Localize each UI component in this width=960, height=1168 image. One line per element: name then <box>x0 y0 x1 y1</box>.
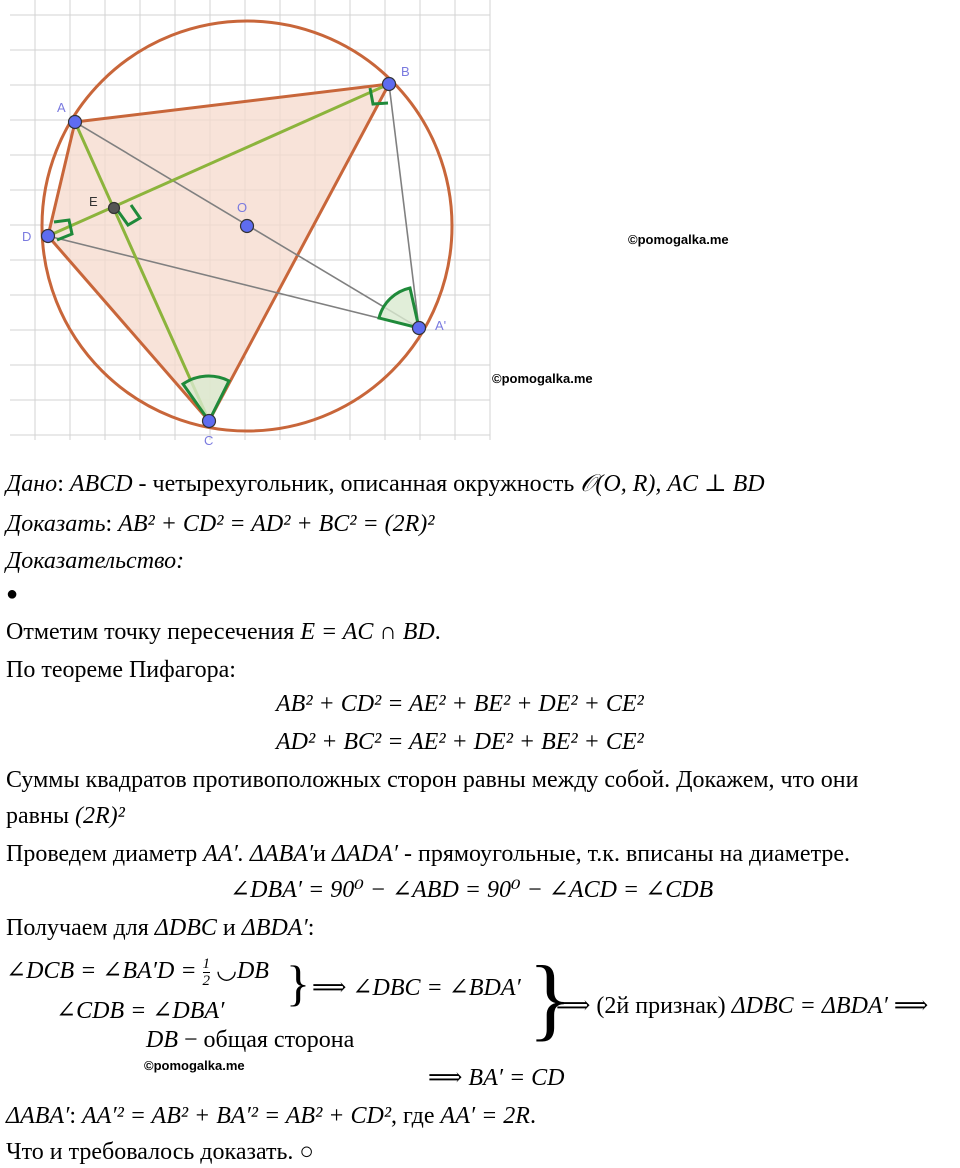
text-line: Суммы квадратов противоположных сторон равны между собой. Докажем, что они <box>6 767 859 793</box>
geometry-figure <box>0 0 500 462</box>
quadrilateral-fill <box>48 84 389 421</box>
text-line: Отметим точку пересечения E = AC ∩ BD. <box>6 619 441 645</box>
text-line: равны (2R)² <box>6 803 125 829</box>
point-b <box>383 78 396 91</box>
label-o: O <box>237 200 248 215</box>
label-b: B <box>401 64 410 79</box>
point-a <box>69 116 82 129</box>
label-e: E <box>89 194 98 209</box>
text-line: Получаем для ΔDBC и ΔBDA′: <box>6 915 315 941</box>
formula: AD² + BC² = AE² + DE² + BE² + CE² <box>276 729 644 755</box>
system-line-3: DB − общая сторона <box>146 1027 355 1053</box>
proof-label: Доказательство: <box>6 548 185 574</box>
system-line-2: ∠CDB = ∠DBA′ <box>56 998 225 1024</box>
point-o <box>241 220 254 233</box>
point-c <box>203 415 216 428</box>
label-c: C <box>204 433 214 448</box>
fraction-half: $\frac{1}{2}$ <box>202 956 211 989</box>
text-line: ΔABA′: AA′² = AB² + BA′² = AB² + CD², где AA′ = 2R. <box>6 1103 536 1129</box>
result-1: ⟹ ∠DBC = ∠BDA′ <box>312 975 521 1001</box>
brace-2: } <box>528 947 573 1049</box>
brace-1: } <box>286 955 310 1011</box>
result-2: ⟹ (2й признак) ΔDBC = ΔBDA′ ⟹ <box>556 993 929 1019</box>
formula: AB² + CD² = AE² + BE² + DE² + CE² <box>276 691 644 717</box>
prove-line: Доказать: AB² + CD² = AD² + BC² = (2R)² <box>6 511 435 537</box>
point-e <box>109 203 120 214</box>
system-line-1: ∠DCB = ∠BA′D = $\frac{1}{2}$ ◡DB <box>6 956 269 989</box>
point-a-prime <box>413 322 426 335</box>
text-line: Что и требовалось доказать. ○ <box>6 1139 314 1165</box>
watermark: ©pomogalka.me <box>144 1058 245 1073</box>
formula: ∠DBA′ = 90⁰ − ∠ABD = 90⁰ − ∠ACD = ∠CDB <box>230 877 714 903</box>
watermark: ©pomogalka.me <box>492 371 593 386</box>
label-a-prime: A' <box>435 318 447 333</box>
watermark: ©pomogalka.me <box>628 232 729 247</box>
bullet: ● <box>6 583 19 605</box>
point-d <box>42 230 55 243</box>
label-a: A <box>57 100 66 115</box>
label-d: D <box>22 229 32 244</box>
given-line: Дано: ABCD - четырехугольник, описанная окружность 𝒪(O, R), AC ⊥ BD <box>6 471 765 497</box>
result-3: ⟹ BA′ = CD <box>428 1065 565 1091</box>
text-line: Проведем диаметр AA′. ΔABA′и ΔADA′ - прямоугольные, т.к. вписаны на диаметре. <box>6 841 851 867</box>
text-line: По теореме Пифагора: <box>6 657 236 683</box>
